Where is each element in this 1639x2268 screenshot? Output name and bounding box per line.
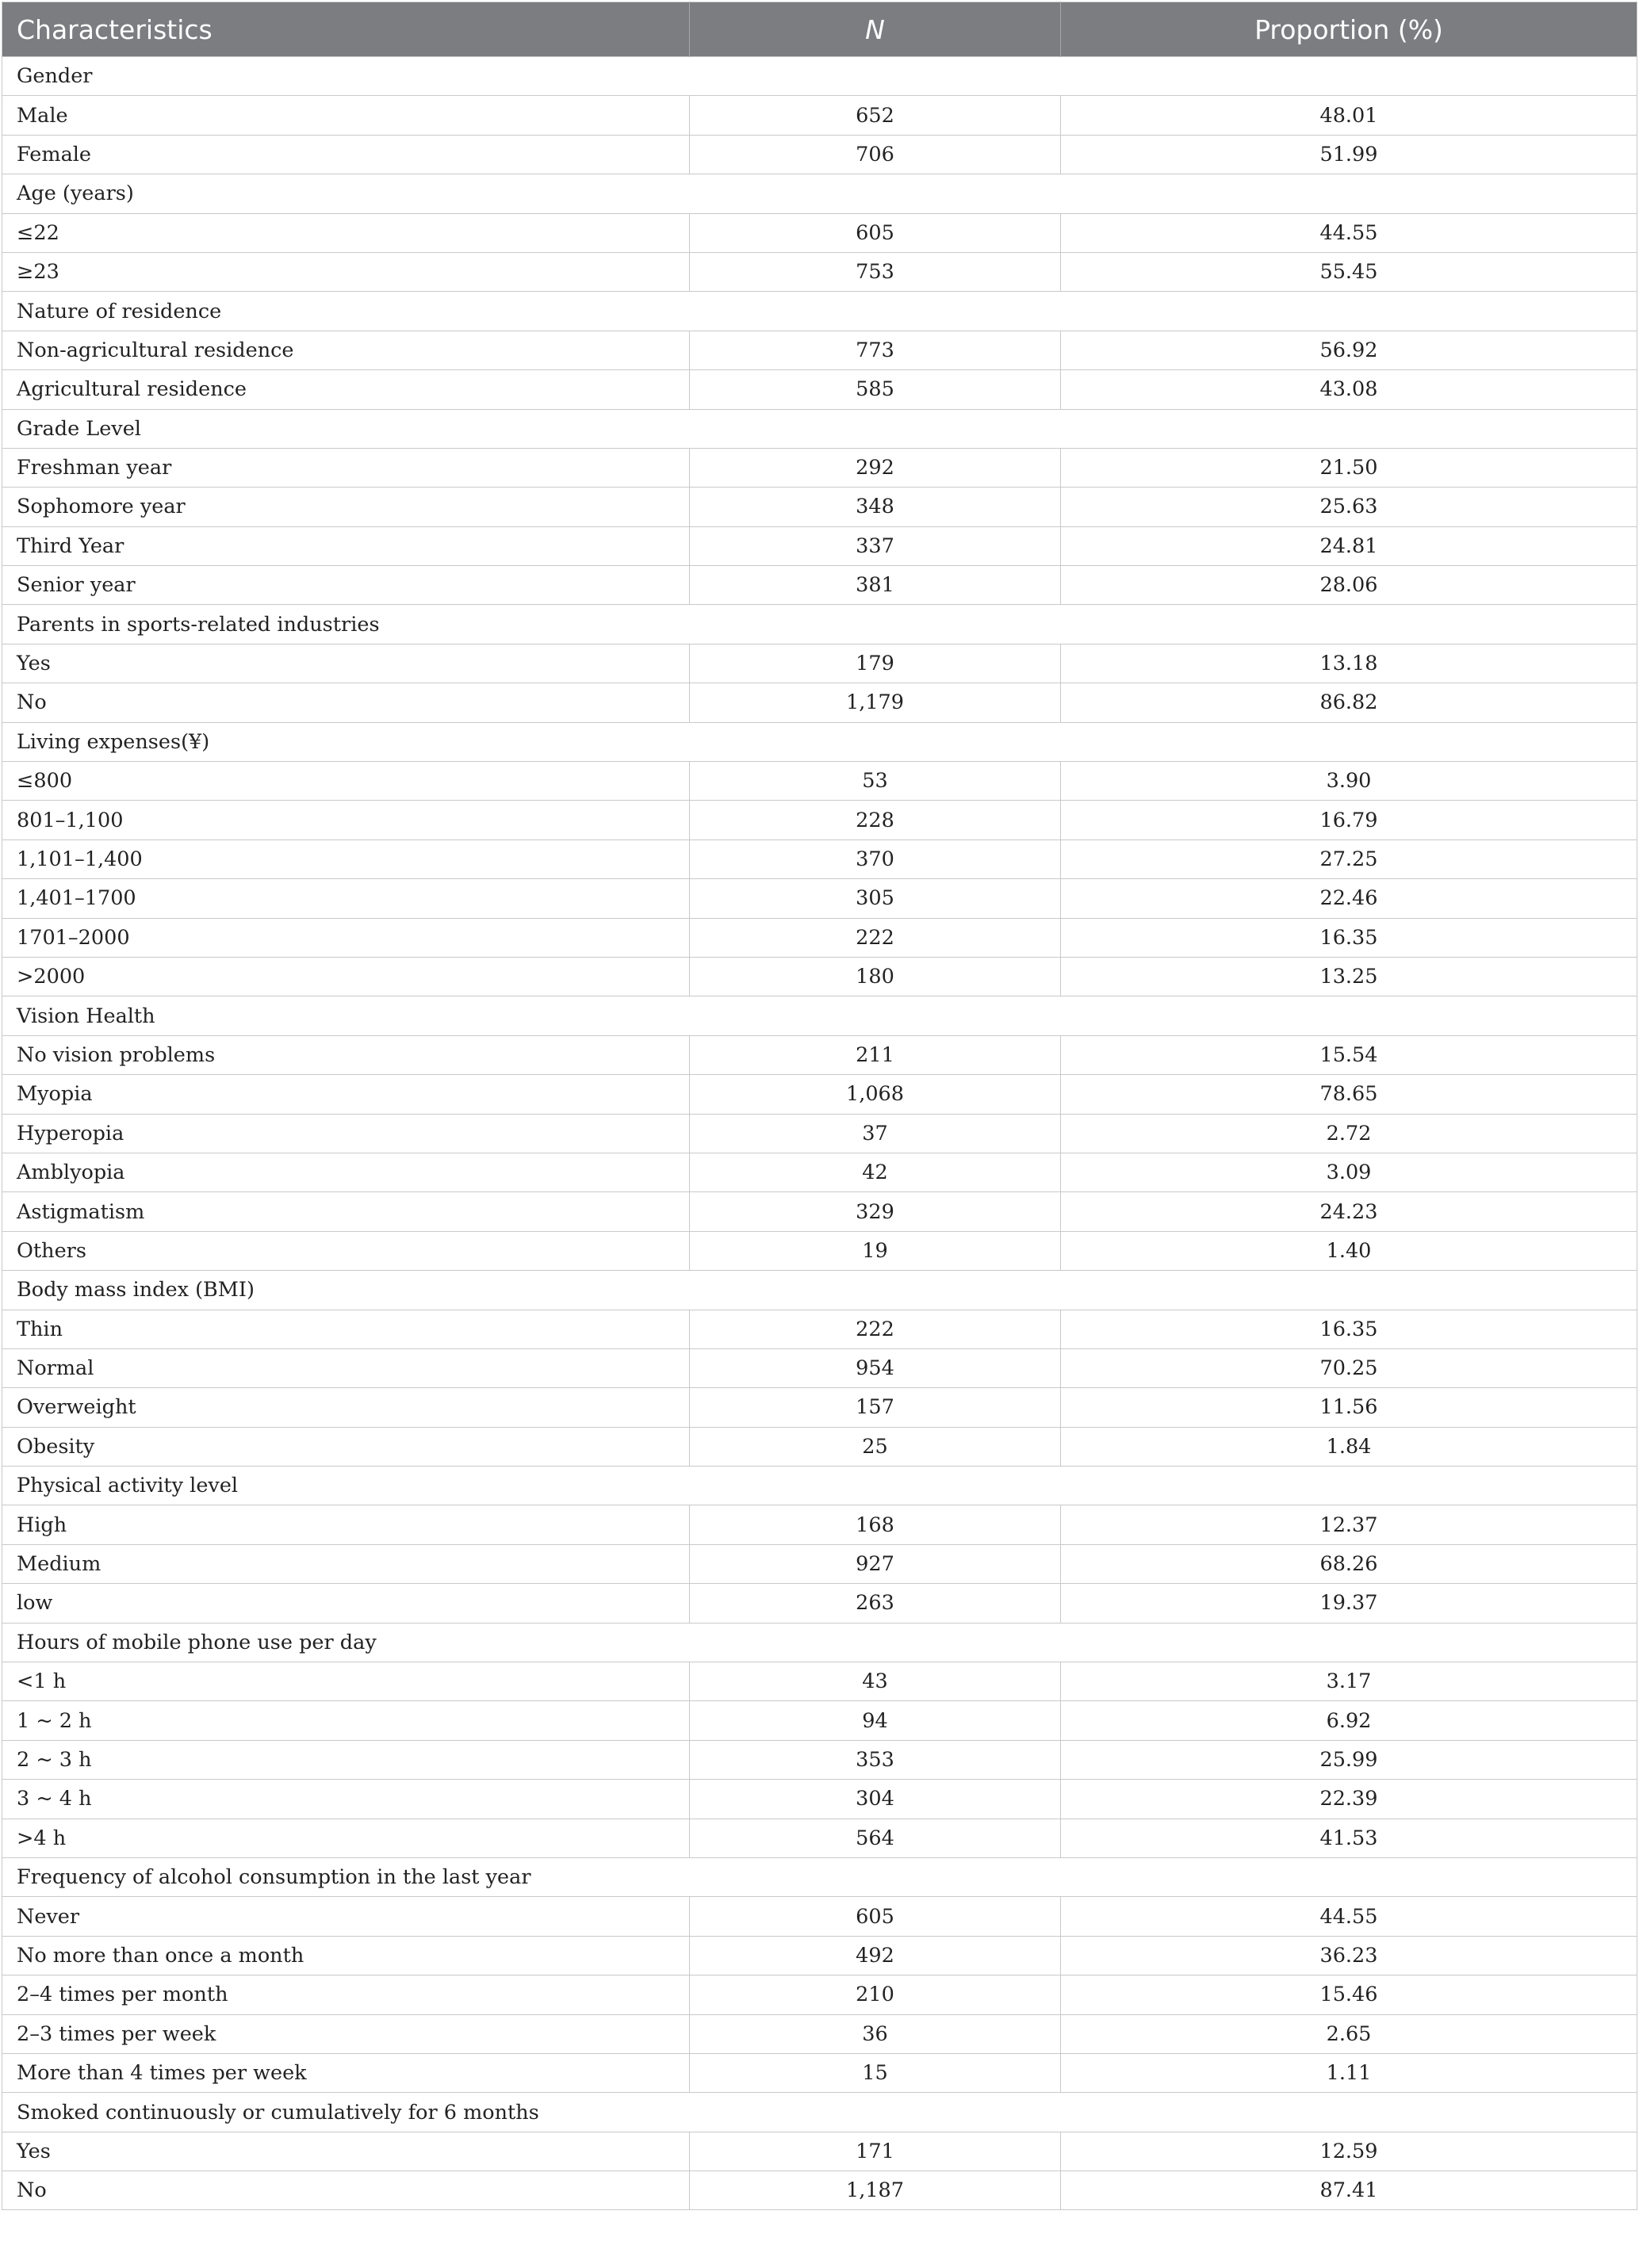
row-label: 801–1,100 (2, 801, 690, 840)
row-proportion: 3.17 (1061, 1662, 1637, 1701)
row-label: Overweight (2, 1388, 690, 1427)
row-proportion: 56.92 (1061, 331, 1637, 369)
row-n: 337 (690, 526, 1061, 565)
header-characteristics: Characteristics (2, 2, 690, 57)
group-label: Body mass index (BMI) (2, 1271, 1637, 1310)
table-group-row (2, 1467, 1637, 1505)
row-n: 171 (690, 2132, 1061, 2170)
row-label: 2 ~ 3 h (2, 1740, 690, 1779)
row-n: 381 (690, 566, 1061, 605)
table-row (2, 2014, 1637, 2053)
table-group-row (2, 409, 1637, 448)
table-group-row (2, 57, 1637, 96)
table-row (2, 331, 1637, 369)
row-label: Sophomore year (2, 488, 690, 526)
row-n: 25 (690, 1427, 1061, 1466)
row-proportion: 86.82 (1061, 683, 1637, 722)
row-proportion: 2.65 (1061, 2014, 1637, 2053)
row-n: 210 (690, 1975, 1061, 2014)
row-proportion: 3.09 (1061, 1153, 1637, 1191)
row-n: 94 (690, 1701, 1061, 1740)
table-row (2, 1897, 1637, 1936)
row-proportion: 51.99 (1061, 135, 1637, 174)
row-proportion: 2.72 (1061, 1114, 1637, 1153)
row-label: Obesity (2, 1427, 690, 1466)
row-label: No (2, 2171, 690, 2210)
table-row (2, 1192, 1637, 1231)
row-proportion: 15.54 (1061, 1035, 1637, 1074)
row-n: 228 (690, 801, 1061, 840)
row-label: 1,101–1,400 (2, 840, 690, 878)
row-label: Others (2, 1231, 690, 1270)
row-label: ≤22 (2, 213, 690, 252)
row-proportion: 27.25 (1061, 840, 1637, 878)
row-n: 773 (690, 331, 1061, 369)
table-row (2, 683, 1637, 722)
row-label: >2000 (2, 957, 690, 996)
header-proportion: Proportion (%) (1061, 2, 1637, 57)
row-proportion: 28.06 (1061, 566, 1637, 605)
row-n: 564 (690, 1819, 1061, 1857)
table-row (2, 957, 1637, 996)
row-proportion: 15.46 (1061, 1975, 1637, 2014)
table-row (2, 370, 1637, 409)
row-n: 954 (690, 1348, 1061, 1387)
row-proportion: 44.55 (1061, 1897, 1637, 1936)
group-label: Age (years) (2, 174, 1637, 213)
row-n: 157 (690, 1388, 1061, 1427)
table-body (2, 57, 1637, 2210)
group-label: Frequency of alcohol consumption in the last year (2, 1857, 1637, 1896)
row-proportion: 41.53 (1061, 1819, 1637, 1857)
row-label: 2–3 times per week (2, 2014, 690, 2053)
table-row (2, 1075, 1637, 1114)
group-label: Grade Level (2, 409, 1637, 448)
row-proportion: 1.84 (1061, 1427, 1637, 1466)
row-n: 753 (690, 252, 1061, 291)
row-label: Male (2, 96, 690, 135)
row-proportion: 70.25 (1061, 1348, 1637, 1387)
row-n: 353 (690, 1740, 1061, 1779)
table-row (2, 1584, 1637, 1623)
group-label: Physical activity level (2, 1467, 1637, 1505)
table-row (2, 1701, 1637, 1740)
row-label: Astigmatism (2, 1192, 690, 1231)
row-n: 180 (690, 957, 1061, 996)
row-label: Yes (2, 2132, 690, 2170)
row-n: 652 (690, 96, 1061, 135)
row-n: 348 (690, 488, 1061, 526)
row-label: Amblyopia (2, 1153, 690, 1191)
table-row (2, 96, 1637, 135)
row-proportion: 24.81 (1061, 526, 1637, 565)
row-proportion: 12.37 (1061, 1505, 1637, 1544)
table-row (2, 1740, 1637, 1779)
row-proportion: 44.55 (1061, 213, 1637, 252)
table-row (2, 1662, 1637, 1701)
table-row (2, 488, 1637, 526)
header-row (2, 2, 1637, 57)
row-n: 211 (690, 1035, 1061, 1074)
row-proportion: 22.46 (1061, 879, 1637, 918)
table-group-row (2, 996, 1637, 1035)
row-n: 305 (690, 879, 1061, 918)
row-proportion: 68.26 (1061, 1544, 1637, 1583)
characteristics-table (2, 2, 1637, 2210)
row-proportion: 36.23 (1061, 1936, 1637, 1975)
row-label: Hyperopia (2, 1114, 690, 1153)
row-label: Thin (2, 1310, 690, 1348)
row-n: 222 (690, 1310, 1061, 1348)
row-n: 42 (690, 1153, 1061, 1191)
table-row (2, 1348, 1637, 1387)
row-n: 37 (690, 1114, 1061, 1153)
row-proportion: 78.65 (1061, 1075, 1637, 1114)
row-n: 927 (690, 1544, 1061, 1583)
table-row (2, 1975, 1637, 2014)
table-row (2, 448, 1637, 487)
row-label: Normal (2, 1348, 690, 1387)
row-label: High (2, 1505, 690, 1544)
row-label: Senior year (2, 566, 690, 605)
row-proportion: 22.39 (1061, 1780, 1637, 1819)
table-header (2, 2, 1637, 57)
row-label: No (2, 683, 690, 722)
table-group-row (2, 1623, 1637, 1662)
row-n: 329 (690, 1192, 1061, 1231)
row-label: No vision problems (2, 1035, 690, 1074)
table-group-row (2, 292, 1637, 331)
row-n: 168 (690, 1505, 1061, 1544)
row-n: 304 (690, 1780, 1061, 1819)
row-label: 1701–2000 (2, 918, 690, 957)
row-proportion: 24.23 (1061, 1192, 1637, 1231)
row-label: No more than once a month (2, 1936, 690, 1975)
table-row (2, 1936, 1637, 1975)
table-row (2, 1819, 1637, 1857)
table-row (2, 1780, 1637, 1819)
table-row (2, 762, 1637, 801)
row-proportion: 3.90 (1061, 762, 1637, 801)
row-proportion: 21.50 (1061, 448, 1637, 487)
row-proportion: 16.79 (1061, 801, 1637, 840)
table-row (2, 801, 1637, 840)
table-row (2, 1114, 1637, 1153)
row-proportion: 16.35 (1061, 918, 1637, 957)
table-row (2, 135, 1637, 174)
row-proportion: 11.56 (1061, 1388, 1637, 1427)
table-row (2, 2171, 1637, 2210)
group-label: Parents in sports-related industries (2, 605, 1637, 644)
row-proportion: 6.92 (1061, 1701, 1637, 1740)
row-label: ≤800 (2, 762, 690, 801)
row-label: Never (2, 1897, 690, 1936)
header-n: N (690, 2, 1061, 57)
table-row (2, 918, 1637, 957)
table-row (2, 1388, 1637, 1427)
row-n: 492 (690, 1936, 1061, 1975)
row-label: 1 ~ 2 h (2, 1701, 690, 1740)
table-group-row (2, 1271, 1637, 1310)
table-row (2, 252, 1637, 291)
group-label: Smoked continuously or cumulatively for 6 months (2, 2093, 1637, 2132)
table-row (2, 1231, 1637, 1270)
row-label: 3 ~ 4 h (2, 1780, 690, 1819)
table-group-row (2, 605, 1637, 644)
row-label: ≥23 (2, 252, 690, 291)
table-group-row (2, 1857, 1637, 1896)
row-proportion: 1.11 (1061, 2053, 1637, 2092)
row-n: 19 (690, 1231, 1061, 1270)
row-label: Yes (2, 644, 690, 683)
row-proportion: 87.41 (1061, 2171, 1637, 2210)
row-n: 36 (690, 2014, 1061, 2053)
row-n: 605 (690, 213, 1061, 252)
row-n: 370 (690, 840, 1061, 878)
row-proportion: 48.01 (1061, 96, 1637, 135)
row-n: 43 (690, 1662, 1061, 1701)
row-proportion: 25.63 (1061, 488, 1637, 526)
table-row (2, 2132, 1637, 2170)
row-label: Third Year (2, 526, 690, 565)
row-proportion: 55.45 (1061, 252, 1637, 291)
row-n: 263 (690, 1584, 1061, 1623)
row-label: 2–4 times per month (2, 1975, 690, 2014)
row-label: More than 4 times per week (2, 2053, 690, 2092)
table-row (2, 566, 1637, 605)
table-row (2, 1427, 1637, 1466)
row-label: 1,401–1700 (2, 879, 690, 918)
group-label: Gender (2, 57, 1637, 96)
table-row (2, 2053, 1637, 2092)
table-row (2, 1310, 1637, 1348)
row-n: 585 (690, 370, 1061, 409)
row-n: 222 (690, 918, 1061, 957)
row-n: 1,179 (690, 683, 1061, 722)
row-proportion: 25.99 (1061, 1740, 1637, 1779)
row-n: 292 (690, 448, 1061, 487)
row-n: 706 (690, 135, 1061, 174)
row-label: Freshman year (2, 448, 690, 487)
row-n: 1,187 (690, 2171, 1061, 2210)
row-label: low (2, 1584, 690, 1623)
row-label: Myopia (2, 1075, 690, 1114)
row-proportion: 19.37 (1061, 1584, 1637, 1623)
table-row (2, 526, 1637, 565)
table-row (2, 1035, 1637, 1074)
row-n: 605 (690, 1897, 1061, 1936)
table-row (2, 1505, 1637, 1544)
row-label: <1 h (2, 1662, 690, 1701)
row-label: Non-agricultural residence (2, 331, 690, 369)
row-label: >4 h (2, 1819, 690, 1857)
row-label: Female (2, 135, 690, 174)
table-group-row (2, 2093, 1637, 2132)
table-group-row (2, 174, 1637, 213)
row-proportion: 43.08 (1061, 370, 1637, 409)
row-n: 1,068 (690, 1075, 1061, 1114)
row-label: Agricultural residence (2, 370, 690, 409)
table-row (2, 644, 1637, 683)
group-label: Living expenses(¥) (2, 722, 1637, 761)
row-proportion: 13.25 (1061, 957, 1637, 996)
table-row (2, 840, 1637, 878)
group-label: Nature of residence (2, 292, 1637, 331)
row-proportion: 1.40 (1061, 1231, 1637, 1270)
row-proportion: 16.35 (1061, 1310, 1637, 1348)
row-n: 15 (690, 2053, 1061, 2092)
row-n: 53 (690, 762, 1061, 801)
group-label: Vision Health (2, 996, 1637, 1035)
table-row (2, 879, 1637, 918)
row-label: Medium (2, 1544, 690, 1583)
table-group-row (2, 722, 1637, 761)
row-proportion: 12.59 (1061, 2132, 1637, 2170)
row-n: 179 (690, 644, 1061, 683)
group-label: Hours of mobile phone use per day (2, 1623, 1637, 1662)
table-row (2, 213, 1637, 252)
row-proportion: 13.18 (1061, 644, 1637, 683)
table-row (2, 1153, 1637, 1191)
table-row (2, 1544, 1637, 1583)
